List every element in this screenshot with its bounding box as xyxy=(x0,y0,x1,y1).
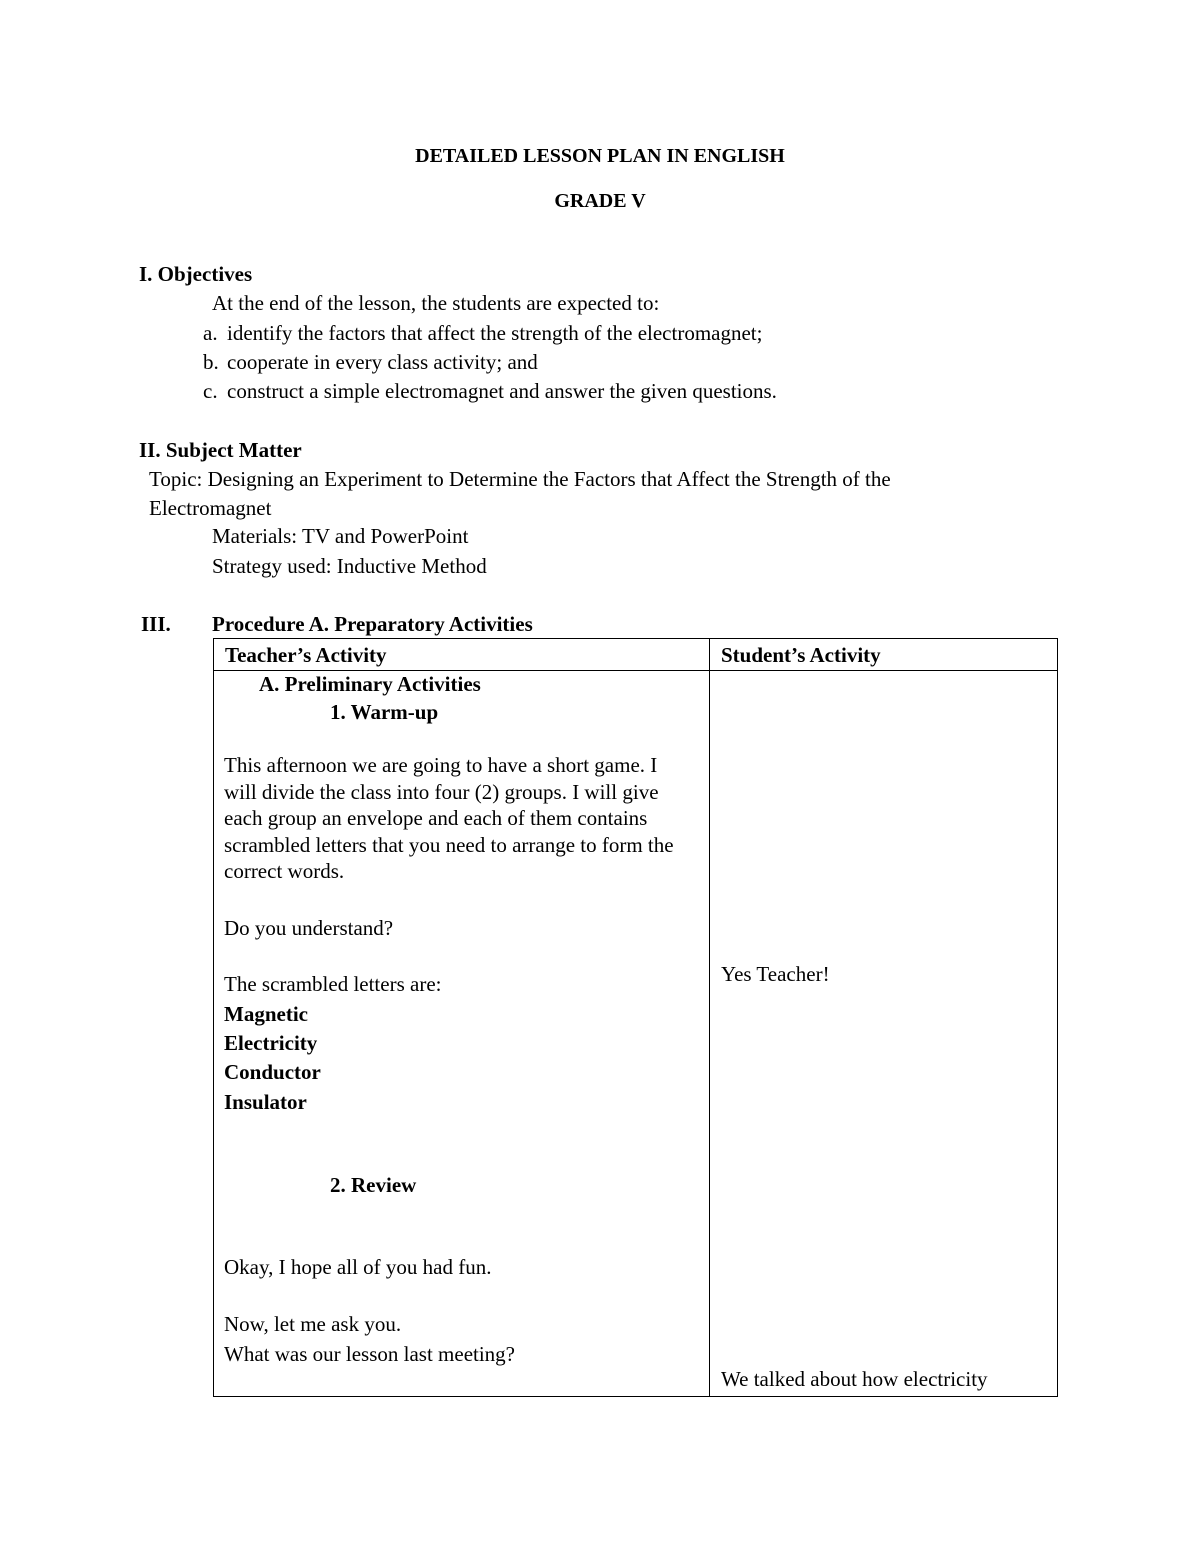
objective-marker-a: a. xyxy=(203,321,218,345)
review-question-line: What was our lesson last meeting? xyxy=(224,1342,516,1366)
understand-question: Do you understand? xyxy=(224,916,394,940)
teacher-activity-header: Teacher’s Activity xyxy=(225,643,387,667)
word-magnetic: Magnetic xyxy=(224,1002,308,1026)
warmup-heading: 1. Warm-up xyxy=(330,700,439,724)
student-activity-header: Student’s Activity xyxy=(721,643,881,667)
word-insulator: Insulator xyxy=(224,1090,307,1114)
subject-matter-heading: II. Subject Matter xyxy=(139,438,302,462)
objectives-intro: At the end of the lesson, the students are expected to: xyxy=(212,291,660,315)
review-heading: 2. Review xyxy=(330,1173,417,1197)
word-conductor: Conductor xyxy=(224,1060,321,1084)
procedure-numeral: III. xyxy=(141,612,171,636)
review-fun-line: Okay, I hope all of you had fun. xyxy=(224,1255,492,1279)
document-title: DETAILED LESSON PLAN IN ENGLISH xyxy=(415,145,785,167)
objectives-heading: I. Objectives xyxy=(139,262,253,286)
objective-marker-c: c. xyxy=(203,379,218,403)
materials-line: Materials: TV and PowerPoint xyxy=(212,524,469,548)
procedure-heading: Procedure A. Preparatory Activities xyxy=(212,612,533,636)
objective-marker-b: b. xyxy=(203,350,219,374)
topic-line-1: Topic: Designing an Experiment to Determine the Factors that Affect the Strength of the xyxy=(149,467,891,491)
topic-line-2: Electromagnet xyxy=(149,496,272,520)
word-electricity: Electricity xyxy=(224,1031,318,1055)
student-answer-lesson: We talked about how electricity xyxy=(721,1367,988,1391)
objective-item-b: cooperate in every class activity; and xyxy=(227,350,538,374)
preliminary-activities-heading: A. Preliminary Activities xyxy=(259,672,481,696)
grade-label: GRADE V xyxy=(554,190,646,212)
column-divider xyxy=(709,639,710,1396)
objective-item-c: construct a simple electromagnet and answer the given questions. xyxy=(227,379,777,403)
activity-table xyxy=(213,638,1058,1397)
review-ask-line: Now, let me ask you. xyxy=(224,1312,402,1336)
warmup-instructions: This afternoon we are going to have a short game. I will divide the class into four (2) groups. I will give each group an envelope and each of them contains scrambled letters that you need to arrange to form the correct words. xyxy=(224,753,674,883)
student-answer-yes: Yes Teacher! xyxy=(721,962,830,986)
objective-item-a: identify the factors that affect the strength of the electromagnet; xyxy=(227,321,763,345)
scrambled-intro: The scrambled letters are: xyxy=(224,972,442,996)
strategy-line: Strategy used: Inductive Method xyxy=(212,554,487,578)
